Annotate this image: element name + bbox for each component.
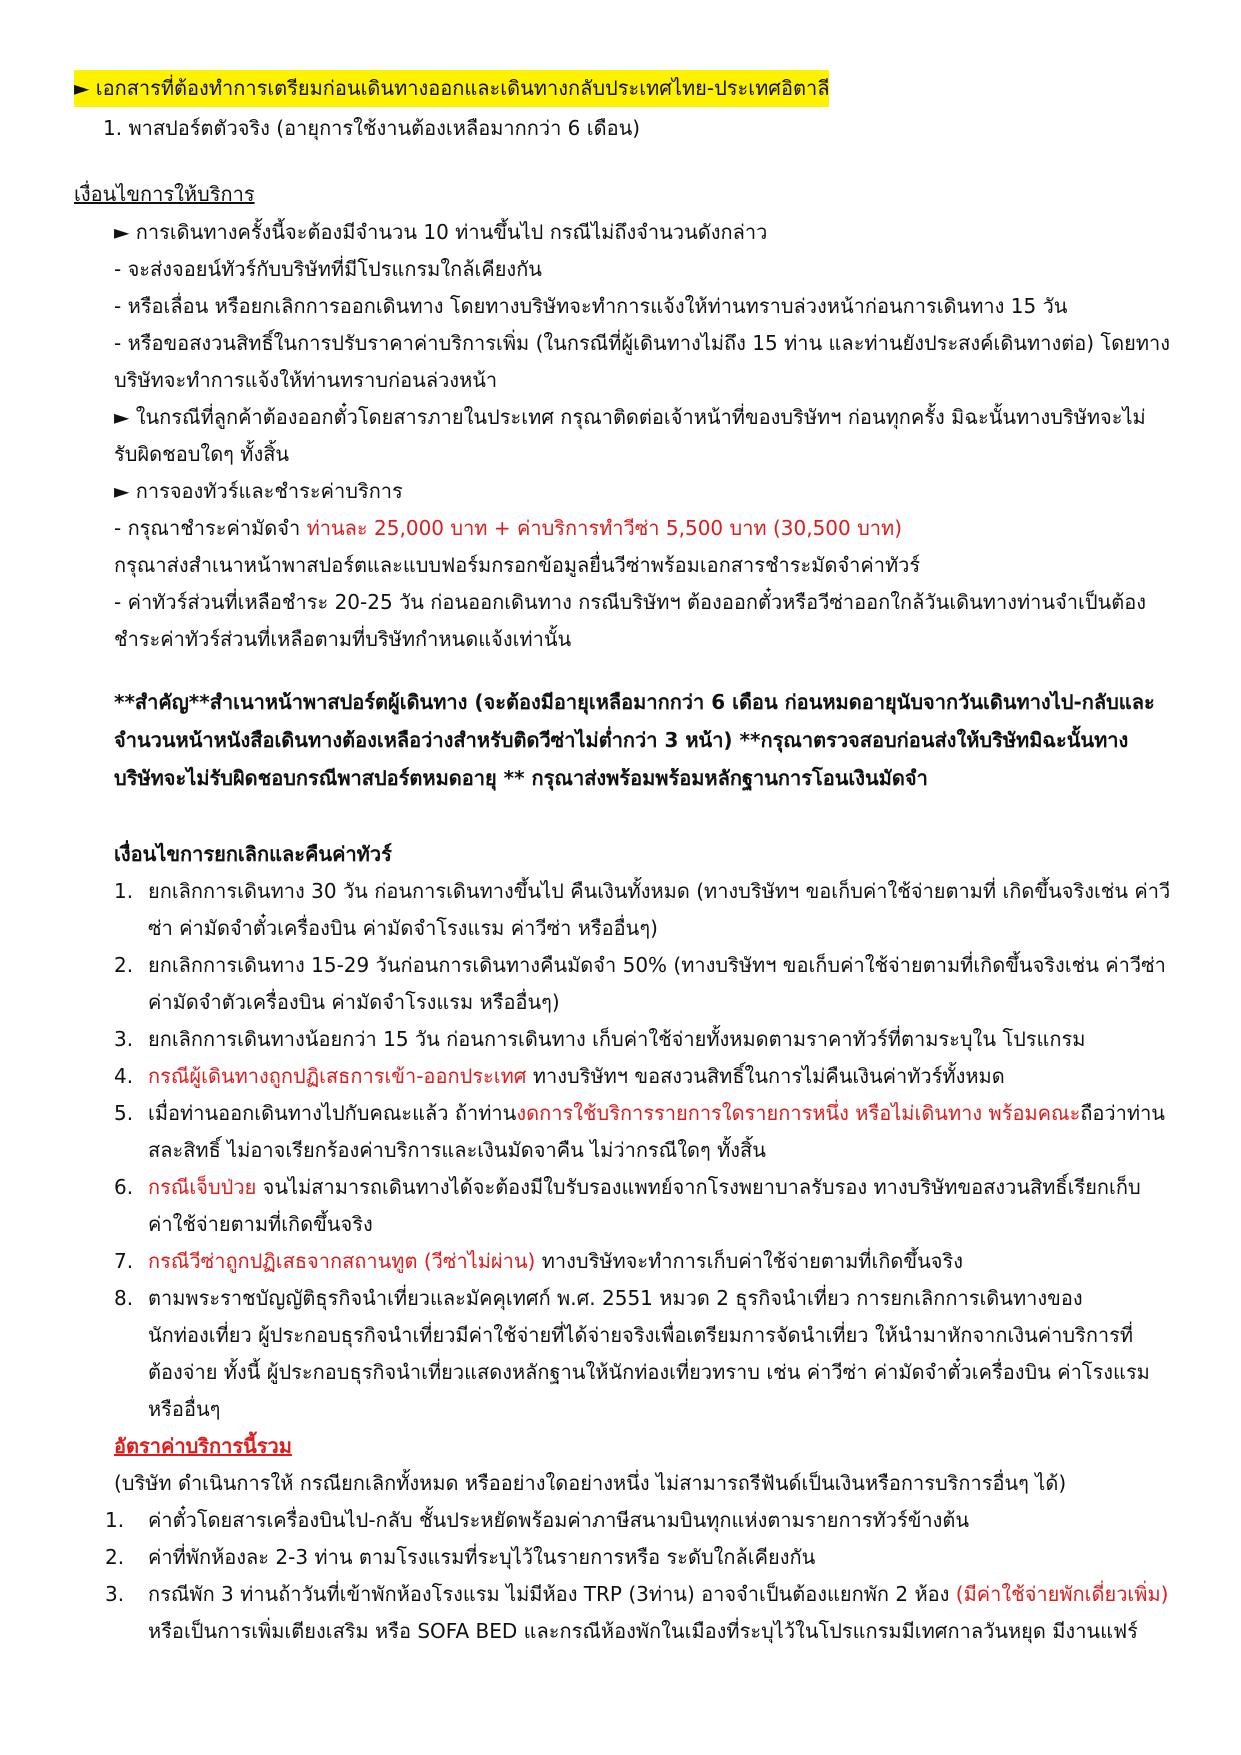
important-note-line: บริษัทจะไม่รับผิดชอบกรณีพาสปอร์ตหมดอายุ ** กรุณาส่งพร้อมพร้อมหลักฐานการโอนเงินมัดจำ xyxy=(114,766,928,790)
item-text: ถือว่าท่าน xyxy=(1080,1101,1165,1125)
service-line: บริษัทจะทำการแจ้งให้ท่านทราบก่อนล่วงหน้า xyxy=(114,368,498,392)
rates-item-cont: หรือเป็นการเพิ่มเตียงเสริม หรือ SOFA BED และกรณีห้องพักในเมืองที่ระบุไว้ในโปรแกรมมีเทศกาลวันหยุด มีงานแฟร์ xyxy=(148,1619,1138,1643)
cancellation-item: ตามพระราชบัญญัติธุรกิจนำเที่ยวและมัคคุเทศก์ พ.ศ. 2551 หมวด 2 ธุรกิจนำเที่ยว การยกเลิกการเดินทางของ xyxy=(148,1286,1083,1310)
rates-item: ค่าที่พักห้องละ 2-3 ท่าน ตามโรงแรมที่ระบุไว้ในรายการหรือ ระดับใกล้เคียงกัน xyxy=(148,1545,816,1569)
cancellation-item xyxy=(148,1058,1005,1095)
service-line: ► การจองทัวร์และชำระค่าบริการ xyxy=(114,479,403,503)
documents-item-passport: 1. พาสปอร์ตตัวจริง (อายุการใช้งานต้องเหลือมากกว่า 6 เดือน) xyxy=(103,116,641,140)
cancellation-item-cont: ต้องจ่าย ทั้งนี้ ผู้ประกอบธุรกิจนำเที่ยวแสดงหลักฐานให้นักท่องเที่ยวทราบ เช่น ค่าวีซ่า ค่ามัดจำตั๋วเครื่องบิน ค่าโรงแรม xyxy=(148,1360,1150,1384)
service-line: รับผิดชอบใดๆ ทั้งสิ้น xyxy=(114,442,290,466)
item-text: ทางบริษัทฯ ขอสงวนสิทธิ์ในการไม่คืนเงินค่าทัวร์ทั้งหมด xyxy=(526,1064,1005,1088)
red-emphasis: กรณีเจ็บป่วย xyxy=(148,1175,257,1199)
service-line: - ค่าทัวร์ส่วนที่เหลือชำระ 20-25 วัน ก่อนออกเดินทาง กรณีบริษัทฯ ต้องออกตั๋วหรือวีซ่าออกใกล้วันเดินทางท่านจำเป็นต้อง xyxy=(114,590,1146,614)
service-line: ► การเดินทางครั้งนี้จะต้องมีจำนวน 10 ท่านขึ้นไป กรณีไม่ถึงจำนวนดังกล่าว xyxy=(114,220,768,244)
service-line: - หรือขอสงวนสิทธิ์ในการปรับราคาค่าบริการเพิ่ม (ในกรณีที่ผู้เดินทางไม่ถึง 15 ท่าน และท่านยังประสงค์เดินทางต่อ) โดยทาง xyxy=(114,331,1170,355)
service-line: ชำระค่าทัวร์ส่วนที่เหลือตามที่บริษัทกำหนดแจ้งเท่านั้น xyxy=(114,627,572,651)
important-note-line: **สำคัญ**สำเนาหน้าพาสปอร์ตผู้เดินทาง (จะต้องมีอายุเหลือมากกว่า 6 เดือน ก่อนหมดอายุนับจากวันเดินทางไป-กลับและ xyxy=(114,690,1155,714)
service-line: - หรือเลื่อน หรือยกเลิกการออกเดินทาง โดยทางบริษัทจะทำการแจ้งให้ท่านทราบล่วงหน้าก่อนการเดินทาง 15 วัน xyxy=(114,294,1068,318)
documents-heading: ► เอกสารที่ต้องทำการเตรียมก่อนเดินทางออกและเดินทางกลับประเทศไทย-ประเทศอิตาลี xyxy=(74,70,829,107)
cancellation-item-cont: สละสิทธิ์ ไม่อาจเรียกร้องค่าบริการและเงินมัดจาคืน ไม่ว่ากรณีใดๆ ทั้งสิ้น xyxy=(148,1138,766,1162)
cancellation-item-cont: นักท่องเที่ยว ผู้ประกอบธุรกิจนำเที่ยวมีค่าใช้จ่ายที่ได้จ่ายจริงเพื่อเตรียมการจัดนำเที่ยว ให้นำมาหักจากเงินค่าบริการที่ xyxy=(148,1323,1134,1347)
item-text: จนไม่สามารถเดินทางได้จะต้องมีใบรับรองแพทย์จากโรงพยาบาลรับรอง ทางบริษัทขอสงวนสิทธิ์เรียกเก็บ xyxy=(256,1175,1141,1199)
red-emphasis: กรณีวีซ่าถูกปฏิเสธจากสถานทูต (วีซ่าไม่ผ่าน) xyxy=(148,1249,536,1273)
list-number: 7. xyxy=(114,1249,134,1273)
deposit-amount: ท่านละ 25,000 บาท + ค่าบริการทำวีซ่า 5,500 บาท (30,500 บาท) xyxy=(306,516,903,540)
list-number: 5. xyxy=(114,1101,134,1125)
service-line: กรุณาส่งสำเนาหน้าพาสปอร์ตและแบบฟอร์มกรอกข้อมูลยื่นวีซ่าพร้อมเอกสารชำระมัดจำค่าทัวร์ xyxy=(114,553,921,577)
list-number: 1. xyxy=(105,1508,125,1532)
list-number: 8. xyxy=(114,1286,134,1310)
cancellation-item-cont: ค่ามัดจำตัวเครื่องบิน ค่ามัดจำโรงแรม หรืออื่นๆ) xyxy=(148,990,560,1014)
deposit-label: - กรุณาชำระค่ามัดจำ xyxy=(114,516,307,540)
cancellation-item-cont: หรืออื่นๆ xyxy=(148,1397,221,1421)
service-line: - จะส่งจอยน์ทัวร์กับบริษัทที่มีโปรแกรมใกล้เคียงกัน xyxy=(114,257,542,281)
red-emphasis: (มีค่าใช้จ่ายพักเดี่ยวเพิ่ม) xyxy=(955,1582,1169,1606)
cancellation-item xyxy=(148,1169,1141,1206)
cancellation-item: ยกเลิกการเดินทาง 15-29 วันก่อนการเดินทางคืนมัดจำ 50% (ทางบริษัทฯ ขอเก็บค่าใช้จ่ายตามที่เกิดขึ้นจริงเช่น ค่าวีซ่า xyxy=(148,953,1166,977)
rates-note: (บริษัท ดำเนินการให้ กรณียกเลิกทั้งหมด หรืออย่างใดอย่างหนึ่ง ไม่สามารถรีฟันด์เป็นเงินหรือการบริการอื่นๆ ได้) xyxy=(114,1471,1067,1495)
list-number: 1. xyxy=(114,879,134,903)
rates-item xyxy=(148,1576,1168,1613)
cancellation-item: ยกเลิกการเดินทาง 30 วัน ก่อนการเดินทางขึ้นไป คืนเงินทั้งหมด (ทางบริษัทฯ ขอเก็บค่าใช้จ่ายตามที่ เกิดขึ้นจริงเช่น ค่าวี xyxy=(148,879,1171,903)
red-emphasis: กรณีผู้เดินทางถูกปฏิเสธการเข้า-ออกประเทศ xyxy=(148,1064,527,1088)
list-number: 6. xyxy=(114,1175,134,1199)
service-conditions-title: เงื่อนไขการให้บริการ xyxy=(74,182,255,206)
rates-included-title: อัตราค่าบริการนี้รวม xyxy=(114,1434,292,1458)
list-number: 2. xyxy=(105,1545,125,1569)
item-text: ทางบริษัทจะทำการเก็บค่าใช้จ่ายตามที่เกิดขึ้นจริง xyxy=(535,1249,963,1273)
cancellation-item-cont: ซ่า ค่ามัดจำตั๋วเครื่องบิน ค่ามัดจำโรงแรม ค่าวีซ่า หรืออื่นๆ) xyxy=(148,916,658,940)
list-number: 3. xyxy=(114,1027,134,1051)
red-emphasis: งดการใช้บริการรายการใดรายการหนึ่ง หรือไม่เดินทาง พร้อมคณะ xyxy=(516,1101,1081,1125)
list-number: 2. xyxy=(114,953,134,977)
item-text: กรณีพัก 3 ท่านถ้าวันที่เข้าพักห้องโรงแรม ไม่มีห้อง TRP (3ท่าน) อาจจำเป็นต้องแยกพัก 2 ห้อง xyxy=(148,1582,956,1606)
cancellation-title: เงื่อนไขการยกเลิกและคืนค่าทัวร์ xyxy=(114,842,392,866)
cancellation-item-cont: ค่าใช้จ่ายตามที่เกิดขึ้นจริง xyxy=(148,1212,373,1236)
item-text: เมื่อท่านออกเดินทางไปกับคณะแล้ว ถ้าท่าน xyxy=(148,1101,517,1125)
deposit-line xyxy=(114,510,902,547)
list-number: 4. xyxy=(114,1064,134,1088)
rates-item: ค่าตั๋วโดยสารเครื่องบินไป-กลับ ชั้นประหยัดพร้อมค่าภาษีสนามบินทุกแห่งตามรายการทัวร์ข้างต้น xyxy=(148,1508,970,1532)
cancellation-item: ยกเลิกการเดินทางน้อยกว่า 15 วัน ก่อนการเดินทาง เก็บค่าใช้จ่ายทั้งหมดตามราคาทัวร์ที่ตามระบุใน โปรแกรม xyxy=(148,1027,1086,1051)
list-number: 3. xyxy=(105,1582,125,1606)
cancellation-item xyxy=(148,1095,1165,1132)
cancellation-item xyxy=(148,1243,963,1280)
important-note-line: จำนวนหน้าหนังสือเดินทางต้องเหลือว่างสำหรับติดวีซ่าไม่ต่ำกว่า 3 หน้า) **กรุณาตรวจสอบก่อนส่งให้บริษัทมิฉะนั้นทาง xyxy=(114,728,1129,752)
service-line: ► ในกรณีที่ลูกค้าต้องออกตั๋วโดยสารภายในประเทศ กรุณาติดต่อเจ้าหน้าที่ของบริษัทฯ ก่อนทุกครั้ง มิฉะนั้นทางบริษัทจะไม่ xyxy=(114,405,1146,429)
